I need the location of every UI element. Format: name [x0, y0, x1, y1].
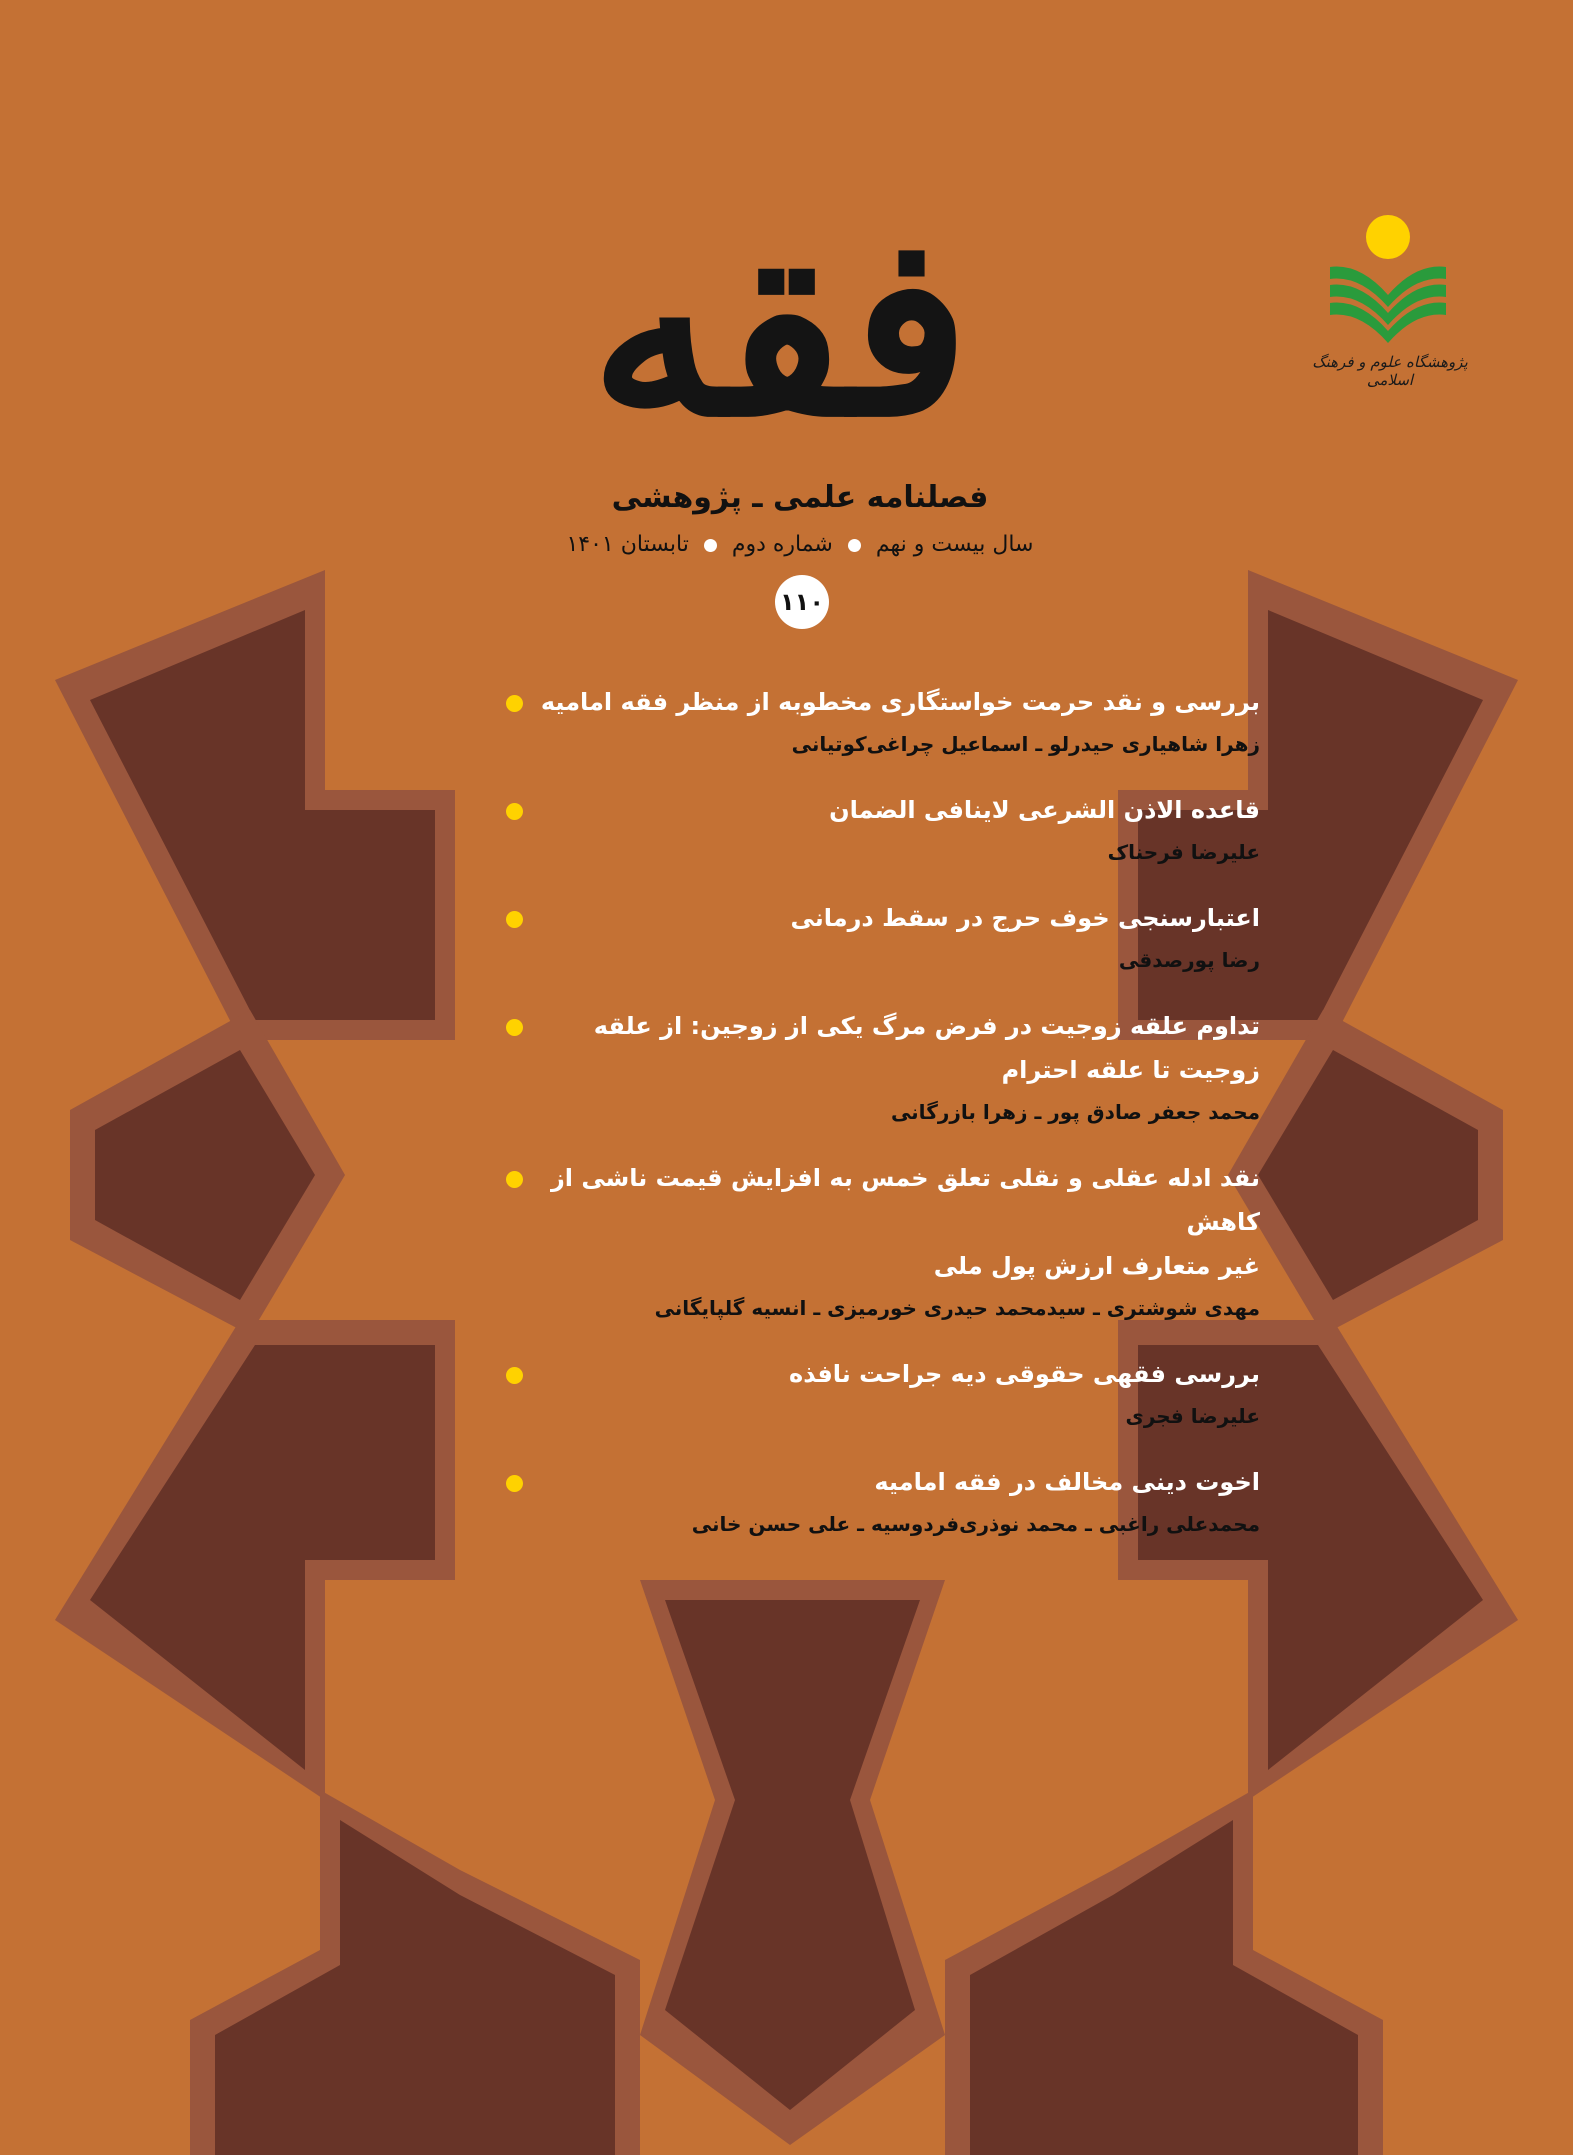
article-authors: مهدی شوشتری ـ سیدمحمد حیدری خورمیزی ـ انسیه گلپایگانی: [654, 1296, 1260, 1320]
journal-masthead: فقه: [589, 178, 970, 472]
ornament-center-bottom: [640, 1580, 945, 2145]
ornament-left-bottom: [55, 1320, 455, 1800]
bullet-icon: [506, 911, 523, 928]
toc-item[interactable]: [500, 1352, 1260, 1436]
toc-item[interactable]: [500, 1460, 1260, 1544]
article-authors: محمدعلی راغبی ـ محمد نوذری‌فردوسیه ـ علی حسن خانی: [691, 1512, 1260, 1536]
issue-year: سال بیست و نهم: [875, 532, 1034, 557]
toc-item[interactable]: [500, 788, 1260, 872]
bullet-icon: [506, 1367, 523, 1384]
article-title: اعتبارسنجی خوف حرج در سقط درمانی: [520, 896, 1260, 940]
separator-dot-icon: [704, 539, 717, 552]
toc-item[interactable]: [500, 680, 1260, 764]
publisher-caption: پژوهشگاه علوم و فرهنگ اسلامی: [1312, 353, 1468, 389]
bullet-icon: [506, 803, 523, 820]
article-authors: علیرضا فجری: [1125, 1404, 1260, 1428]
separator-dot-icon: [848, 539, 861, 552]
article-authors: رضا پورصدقی: [1118, 948, 1260, 972]
issue-info: [440, 532, 1160, 557]
bullet-icon: [506, 1475, 523, 1492]
article-title: تداوم علقه زوجیت در فرض مرگ یکی از زوجین: از علقه زوجیت تا علقه احترام: [520, 1004, 1260, 1092]
toc-item[interactable]: [500, 1156, 1260, 1328]
ornament-left-top: [55, 570, 455, 1040]
issue-season: تابستان ۱۴۰۱: [566, 532, 689, 557]
article-title-line2: غیر متعارف ارزش پول ملی: [933, 1252, 1260, 1280]
article-authors: محمد جعفر صادق پور ـ زهرا بازرگانی: [890, 1100, 1260, 1124]
article-title: نقد ادله عقلی و نقلی تعلق خمس به افزایش قیمت ناشی از کاهش: [520, 1156, 1260, 1244]
article-authors: علیرضا فرحناک: [1107, 840, 1260, 864]
article-authors: زهرا شاهیاری حیدرلو ـ اسماعیل چراغی‌کوتیانی: [791, 732, 1260, 756]
bullet-icon: [506, 1171, 523, 1188]
article-title: اخوت دینی مخالف در فقه امامیه: [520, 1460, 1260, 1504]
article-title: قاعده الاذن الشرعی لاینافی الضمان: [520, 788, 1260, 832]
toc-item[interactable]: [500, 896, 1260, 980]
journal-subtitle: فصلنامه علمی ـ پژوهشی: [611, 480, 989, 515]
bullet-icon: [506, 695, 523, 712]
toc-item[interactable]: [500, 1004, 1260, 1132]
bullet-icon: [506, 1019, 523, 1036]
ornament-left-mid: [70, 1010, 345, 1335]
table-of-contents: [500, 680, 1260, 1568]
ornament-bottom-right: [945, 1790, 1383, 2155]
article-title: بررسی و نقد حرمت خواستگاری مخطوبه از منظر فقه امامیه: [520, 680, 1260, 724]
issue-number: شماره دوم: [731, 532, 833, 557]
article-title: بررسی فقهی حقوقی دیه جراحت نافذه: [520, 1352, 1260, 1396]
ornament-bottom-left: [190, 1790, 640, 2155]
issue-badge: ۱۱۰: [775, 575, 829, 629]
ornament-right-mid: [1228, 1010, 1503, 1335]
